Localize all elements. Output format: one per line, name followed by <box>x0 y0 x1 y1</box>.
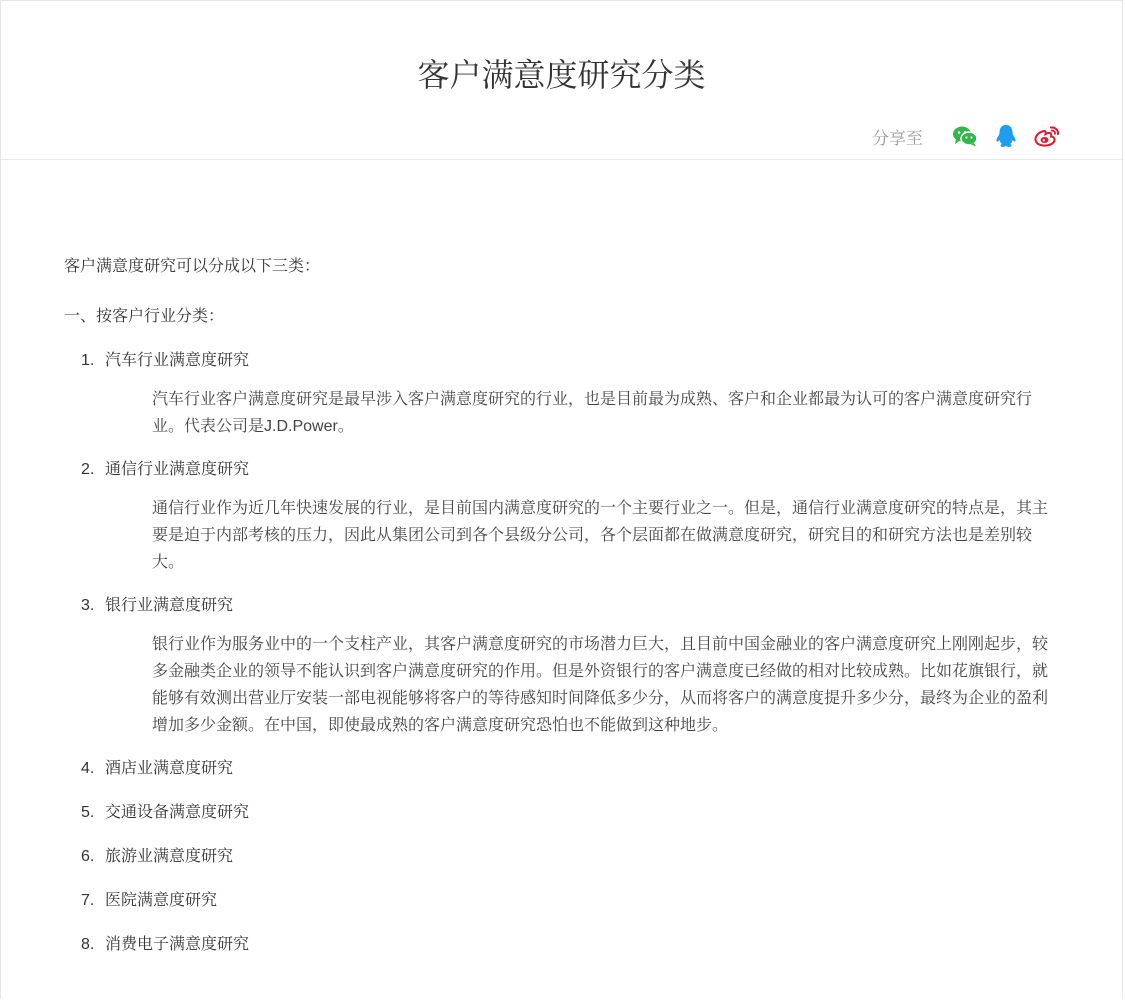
list-item <box>64 931 1054 959</box>
list-item-title <box>64 592 1054 620</box>
list-item-number: 2. <box>81 461 95 478</box>
list-item <box>64 755 1054 783</box>
intro-paragraph: 客户满意度研究可以分成以下三类： <box>64 258 321 275</box>
list-item-title <box>64 755 1054 783</box>
category-list <box>64 347 1054 959</box>
article-body <box>64 253 1054 959</box>
section-heading: 一、按客户行业分类： <box>64 308 225 325</box>
list-item-title <box>64 456 1054 484</box>
list-item <box>64 887 1054 915</box>
list-item <box>64 799 1054 827</box>
list-item-description: 汽车行业客户满意度研究是最早涉入客户满意度研究的行业，也是目前最为成熟、客户和企业都最为认可的客户满意度研究行业。代表公司是J.D.Power。 <box>152 391 1033 435</box>
list-item <box>64 843 1054 871</box>
share-label: 分享至 <box>872 128 923 148</box>
list-item-label: 医院满意度研究 <box>105 892 218 909</box>
list-item-number: 4. <box>81 760 95 777</box>
list-item-number: 3. <box>81 597 95 614</box>
list-item-label: 旅游业满意度研究 <box>105 848 234 865</box>
list-item-label: 汽车行业满意度研究 <box>105 352 250 369</box>
wechat-icon[interactable] <box>952 123 978 149</box>
list-item-label: 银行业满意度研究 <box>105 597 234 614</box>
list-item-number: 7. <box>81 892 95 909</box>
list-item-number: 8. <box>81 936 95 953</box>
list-item-number: 5. <box>81 804 95 821</box>
list-item-number: 6. <box>81 848 95 865</box>
list-item <box>64 456 1054 576</box>
share-bar <box>872 122 1060 150</box>
list-item-label: 通信行业满意度研究 <box>105 461 250 478</box>
list-item-number: 1. <box>81 352 95 369</box>
list-item-title <box>64 347 1054 375</box>
list-item <box>64 347 1054 440</box>
list-item-label: 交通设备满意度研究 <box>105 804 250 821</box>
qq-icon[interactable] <box>993 123 1019 149</box>
list-item-label: 消费电子满意度研究 <box>105 936 250 953</box>
list-item-description: 银行业作为服务业中的一个支柱产业，其客户满意度研究的市场潜力巨大，且目前中国金融业的客户满意度研究上刚刚起步，较多金融类企业的领导不能认识到客户满意度研究的作用。但是外资银行的客户满意度已经做的相对比较成熟。比如花旗银行，就能够有效测出营业厅安装一部电视能够将客户的等待感知时间降低多少分，从而将客户的满意度提升多少分，最终为企业的盈利增加多少金额。在中国，即使最成熟的客户满意度研究恐怕也不能做到这种地步。 <box>152 636 1049 734</box>
list-item-label: 酒店业满意度研究 <box>105 760 234 777</box>
list-item-title <box>64 799 1054 827</box>
article-header <box>1 1 1122 160</box>
list-item-title <box>64 931 1054 959</box>
list-item-title <box>64 887 1054 915</box>
page-title: 客户满意度研究分类 <box>417 57 706 93</box>
list-item-description: 通信行业作为近几年快速发展的行业，是目前国内满意度研究的一个主要行业之一。但是，通信行业满意度研究的特点是，其主要是迫于内部考核的压力，因此从集团公司到各个县级分公司，各个层面都在做满意度研究，研究目的和研究方法也是差别较大。 <box>152 500 1049 571</box>
list-item <box>64 592 1054 739</box>
list-item-title <box>64 843 1054 871</box>
weibo-icon[interactable] <box>1034 123 1060 149</box>
